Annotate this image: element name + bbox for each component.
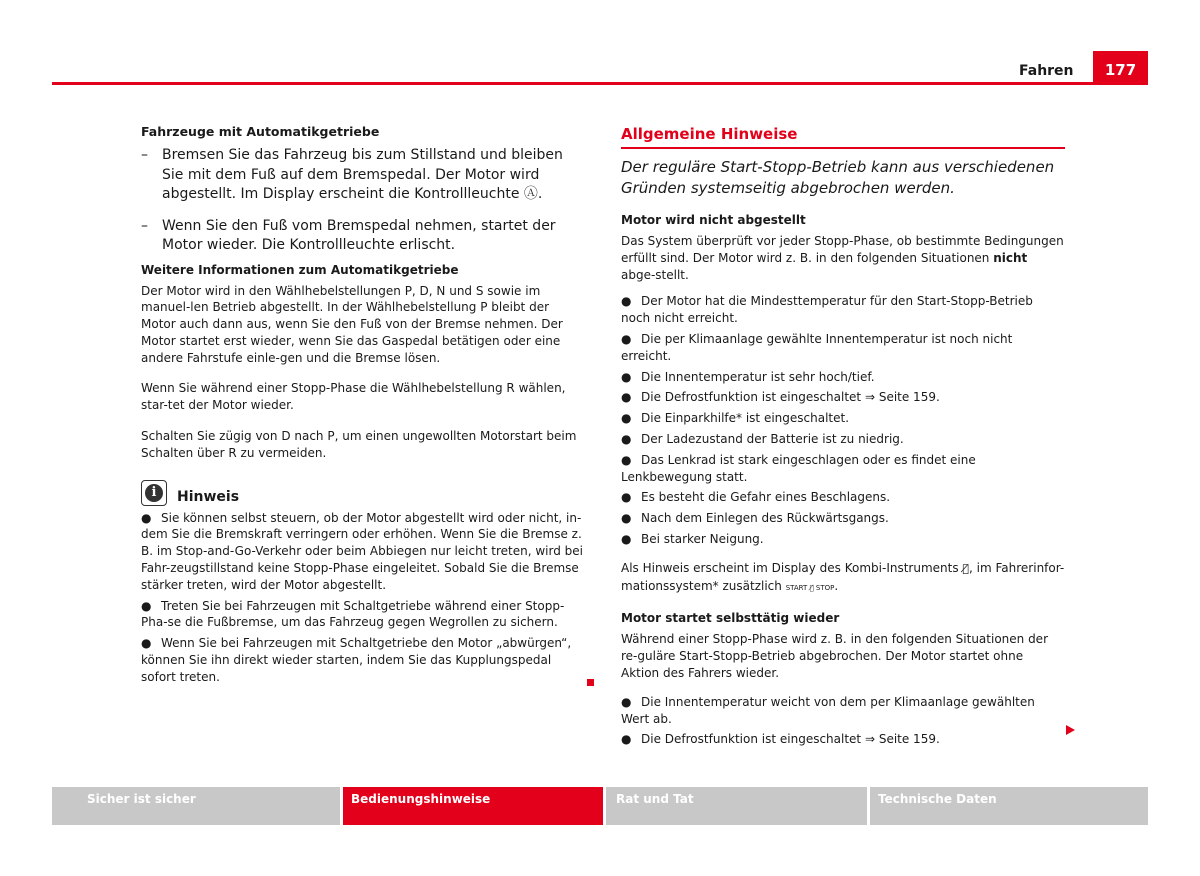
dash-item-text: Bremsen Sie das Fahrzeug bis zum Stillstand und bleiben Sie mit dem Fuß auf dem Bremspedal. Der Motor wird abgestellt. Im Display erscheint die Kontrollleuchte Ⓐ. — [162, 147, 563, 202]
list-item: ● Der Motor hat die Mindesttemperatur für den Start-Stopp-Betrieb noch nicht erreicht. — [621, 294, 1033, 326]
list-item: ● Es besteht die Gefahr eines Beschlagens. — [621, 490, 891, 505]
list-item: ● Wenn Sie bei Fahrzeugen mit Schaltgetriebe den Motor „abwürgen“, können Sie ihn direkt wieder starten, indem Sie das Kupplungspedal sofort treten. — [141, 636, 572, 684]
list-item: ● Die Innentemperatur ist sehr hoch/tief. — [621, 369, 875, 384]
auto-restart-heading: Motor startet selbsttätig wieder — [621, 611, 840, 626]
note-list — [141, 510, 586, 686]
tab-bedienungshinweise[interactable]: Bedienungshinweise — [343, 787, 603, 825]
info-icon: i — [141, 480, 167, 506]
start-stop-off-icon: Ⓐ̸ — [962, 561, 970, 575]
automatic-info-heading: Weitere Informationen zum Automatikgetriebe — [141, 262, 459, 277]
automatic-heading: Fahrzeuge mit Automatikgetriebe — [141, 124, 380, 139]
not-stopped-heading: Motor wird nicht abgestellt — [621, 213, 806, 227]
left-column — [141, 124, 586, 690]
list-item: ● Der Ladezustand der Batterie ist zu niedrig. — [621, 431, 904, 446]
section-rule — [621, 147, 1065, 149]
list-item: ● Nach dem Einlegen des Rückwärtsgangs. — [621, 511, 889, 526]
tab-technische-daten[interactable]: Technische Daten — [870, 787, 1148, 825]
start-stop-display-icon: START Ⓐ̸ STOP — [785, 583, 835, 592]
dash-list — [141, 146, 586, 256]
footer-nav — [52, 787, 1148, 825]
dash-item: – Wenn Sie den Fuß vom Bremspedal nehmen, startet der Motor wieder. Die Kontrollleuchte erlischt. — [141, 217, 556, 253]
continue-arrow-icon — [1066, 725, 1075, 735]
list-item: ● Die Innentemperatur weicht von dem per Klimaanlage gewählten Wert ab. — [621, 694, 1035, 726]
list-item: ● Treten Sie bei Fahrzeugen mit Schaltgetriebe während einer Stopp-Pha-se die Fußbremse, um das Fahrzeug gegen Wegrollen zu sichern. — [141, 598, 565, 630]
list-item: ● Die Einparkhilfe* ist eingeschaltet. — [621, 411, 850, 426]
chapter-title: Fahren — [1019, 63, 1074, 79]
conditions-list — [621, 293, 1065, 547]
list-item: ● Bei starker Neigung. — [621, 531, 764, 546]
paragraph: Wenn Sie während einer Stopp-Phase die Wählhebelstellung R wählen, star-tet der Motor wieder. — [141, 381, 566, 413]
display-note: Als Hinweis erscheint im Display des Kombi-Instruments Ⓐ̸, im Fahrerinfor-mationssystem* zusätzlich START Ⓐ̸ STOP. — [621, 560, 1065, 593]
list-item: ● Das Lenkrad ist stark eingeschlagen oder es findet eine Lenkbewegung statt. — [621, 452, 976, 484]
right-column — [621, 124, 1065, 760]
page-number: 177 — [1093, 51, 1148, 84]
list-item[interactable]: ● Die Defrostfunktion ist eingeschaltet ⇒ Seite 159. — [621, 390, 940, 405]
section-end-marker — [587, 679, 594, 686]
header-rule — [52, 82, 1148, 85]
tab-rat-und-tat[interactable]: Rat und Tat — [606, 787, 867, 825]
note-header — [141, 480, 586, 506]
tab-sicher-ist-sicher[interactable]: Sicher ist sicher — [52, 787, 340, 825]
list-item[interactable]: ● Die Defrostfunktion ist eingeschaltet ⇒ Seite 159. — [621, 732, 940, 747]
dash-item: – Bremsen Sie das Fahrzeug bis zum Stillstand und bleiben Sie mit dem Fuß auf dem Bremspedal. Der Motor wird abgestellt. Im Display erscheint die Kontrollleuchte Ⓐ. — [141, 147, 563, 202]
lead-text: Der reguläre Start-Stopp-Betrieb kann aus verschiedenen Gründen systemseitig abgebrochen werden. — [621, 158, 1055, 197]
paragraph: Schalten Sie zügig von D nach P, um einen ungewollten Motorstart beim Schalten über R zu vermeiden. — [141, 429, 577, 460]
paragraph: Der Motor wird in den Wählhebelstellungen P, D, N und S sowie im manuel-len Betrieb abgestellt. In der Wählhebelstellung P bleibt der Motor auch dann aus, wenn Sie den Fuß von der Bremse nehmen. Der Motor startet erst wieder, wenn Sie das Gaspedal betätigen oder eine andere Fahrstufe einle-gen und die Bremse lösen. — [141, 283, 563, 365]
restart-list — [621, 694, 1065, 748]
note-title: Hinweis — [177, 488, 240, 505]
dash-item-text: Wenn Sie den Fuß vom Bremspedal nehmen, startet der Motor wieder. Die Kontrollleuchte erlischt. — [162, 217, 556, 253]
list-item: ● Sie können selbst steuern, ob der Motor abgestellt wird oder nicht, in-dem Sie die Bremskraft verringern oder erhöhen. Wenn Sie die Bremse z. B. im Stop-and-Go-Verkehr oder beim Abbiegen nur leicht treten, wird bei Fahr-zeugstillstand keine Stopp-Phase eingeleitet. Sobald Sie die Bremse stärker treten, wird der Motor abgestellt. — [141, 510, 583, 592]
list-item: ● Die per Klimaanlage gewählte Innentemperatur ist noch nicht erreicht. — [621, 331, 1013, 363]
paragraph: Das System überprüft vor jeder Stopp-Phase, ob bestimmte Bedingungen erfüllt sind. Der Motor wird z. B. in den folgenden Situationen nicht abge-stellt. — [621, 234, 1064, 282]
section-title: Allgemeine Hinweise — [621, 125, 798, 143]
paragraph: Während einer Stopp-Phase wird z. B. in den folgenden Situationen der re-guläre Start-Stopp-Betrieb abgebrochen. Der Motor startet ohne Aktion des Fahrers wieder. — [621, 632, 1049, 680]
